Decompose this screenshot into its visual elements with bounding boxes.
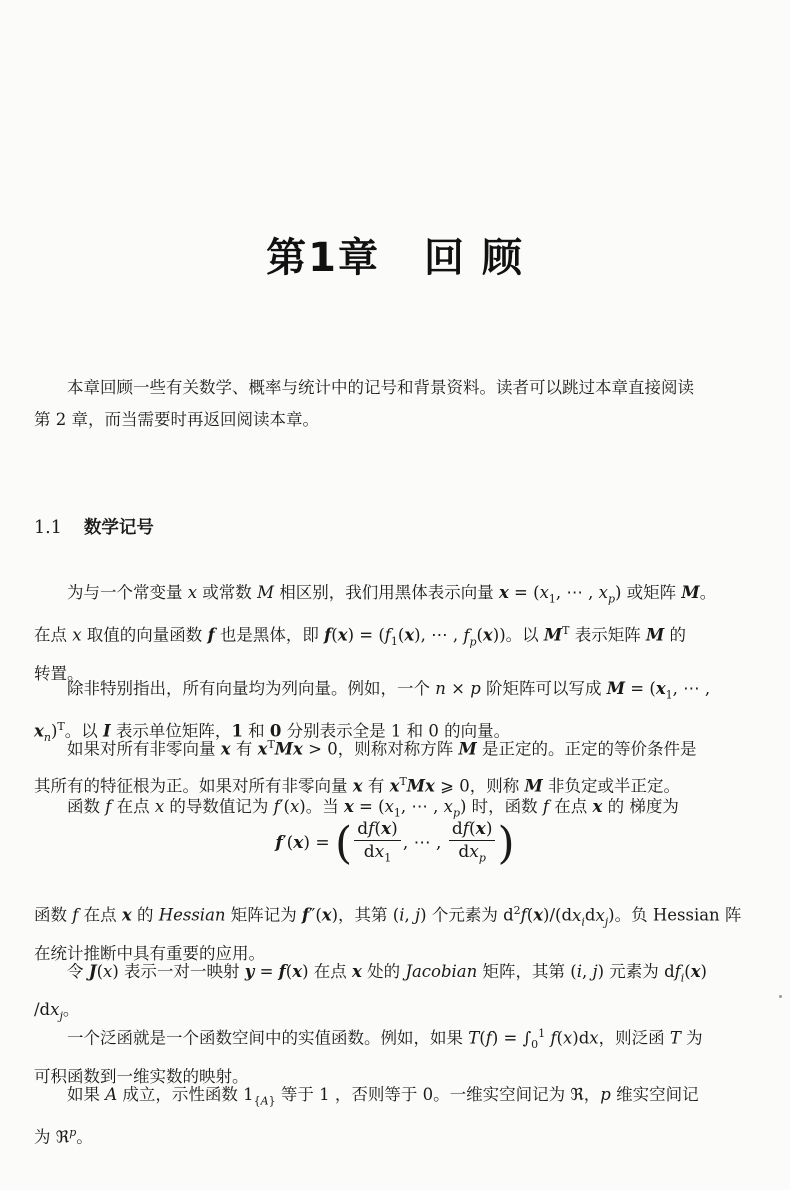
section-title: 数学记号: [83, 518, 154, 538]
paragraph-hessian: 函数 f 在点 x 的 Hessian 矩阵记为 f″(x)，其第 (i, j) 个元素为 $d^2f(x)/(dx_idx_j)$。负 Hessian 阵 在统计推断中具有重要的应用。: [34, 904, 742, 963]
paragraph-column-vectors: 除非特别指出，所有向量均为列向量。例如，一个 n × p 阶矩阵可以写成 $M = (x_1$, ⋯ , $x_n)^T$。以 I 表示单位矩阵，1 和 0 分别表示全是 1 和 0 的向量。: [34, 679, 711, 745]
chapter-number: 第1章: [266, 235, 380, 281]
paragraph-positive-definite: 如果对所有非零向量 x 有 $x^TMx > 0$，则称对称方阵 M 是正定的。正定的等价条件是 其所有的特征根为正。如果对所有非零向量 x 有 $x^TMx$ ⩾ 0，则称 M 非负定或半正定。: [34, 738, 697, 795]
paragraph-functional: 一个泛函就是一个函数空间中的实值函数。例如，如果 $T(f) = \int_0^1$ f(x)dx，则泛函 T 为 可积函数到一维实数的映射。: [34, 1027, 703, 1086]
intro-paragraph: 本章回顾一些有关数学、概率与统计中的记号和背景资料。读者可以跳过本章直接阅读 第 2 章，而当需要时再返回阅读本章。: [34, 378, 694, 429]
section-heading: [34, 514, 154, 539]
gradient-formula: f′(x) = ( $\frac{df(x)}{dx_1}$ , ⋯ , $\frac{df(x)}{dx_p}$ ): [275, 818, 515, 870]
paragraph-indicator: 如果 A 成立，示性函数 $1_{\{A\}}$ 等于 1 ，否则等于 0。一维实空间记为 ℜ，p 维实空间记 为 ℜ$^p$。: [34, 1085, 699, 1147]
chapter-title: [0, 226, 790, 283]
paragraph-derivative: 函数 f 在点 x 的导数值记为 f′(x)。当 $x = (x_1$, ⋯ , $x_p$) 时，函数 f 在点 x 的 梯度为: [67, 797, 679, 820]
page-speck: [779, 995, 782, 998]
paragraph-jacobian: 令 J(x) 表示一对一映射 y = f(x) 在点 x 处的 Jacobian 矩阵，其第 (i, j) 元素为 $df_i(x)$ $/dx_j$。: [34, 962, 707, 1023]
section-number: 1.1: [34, 518, 62, 538]
paragraph-vector-notation: 为与一个常变量 x 或常数 M 相区别，我们用黑体表示向量 $x = (x_1$, ⋯ , $x_p$) 或矩阵 M。 在点 x 取值的向量函数 f 也是黑体，即 $f(x) = (f_1(x)$, ⋯ , $f_p(x)$)。以 $M^T$ 表示矩阵 M 的 转置。: [34, 583, 717, 684]
chapter-name: 回 顾: [423, 235, 524, 281]
